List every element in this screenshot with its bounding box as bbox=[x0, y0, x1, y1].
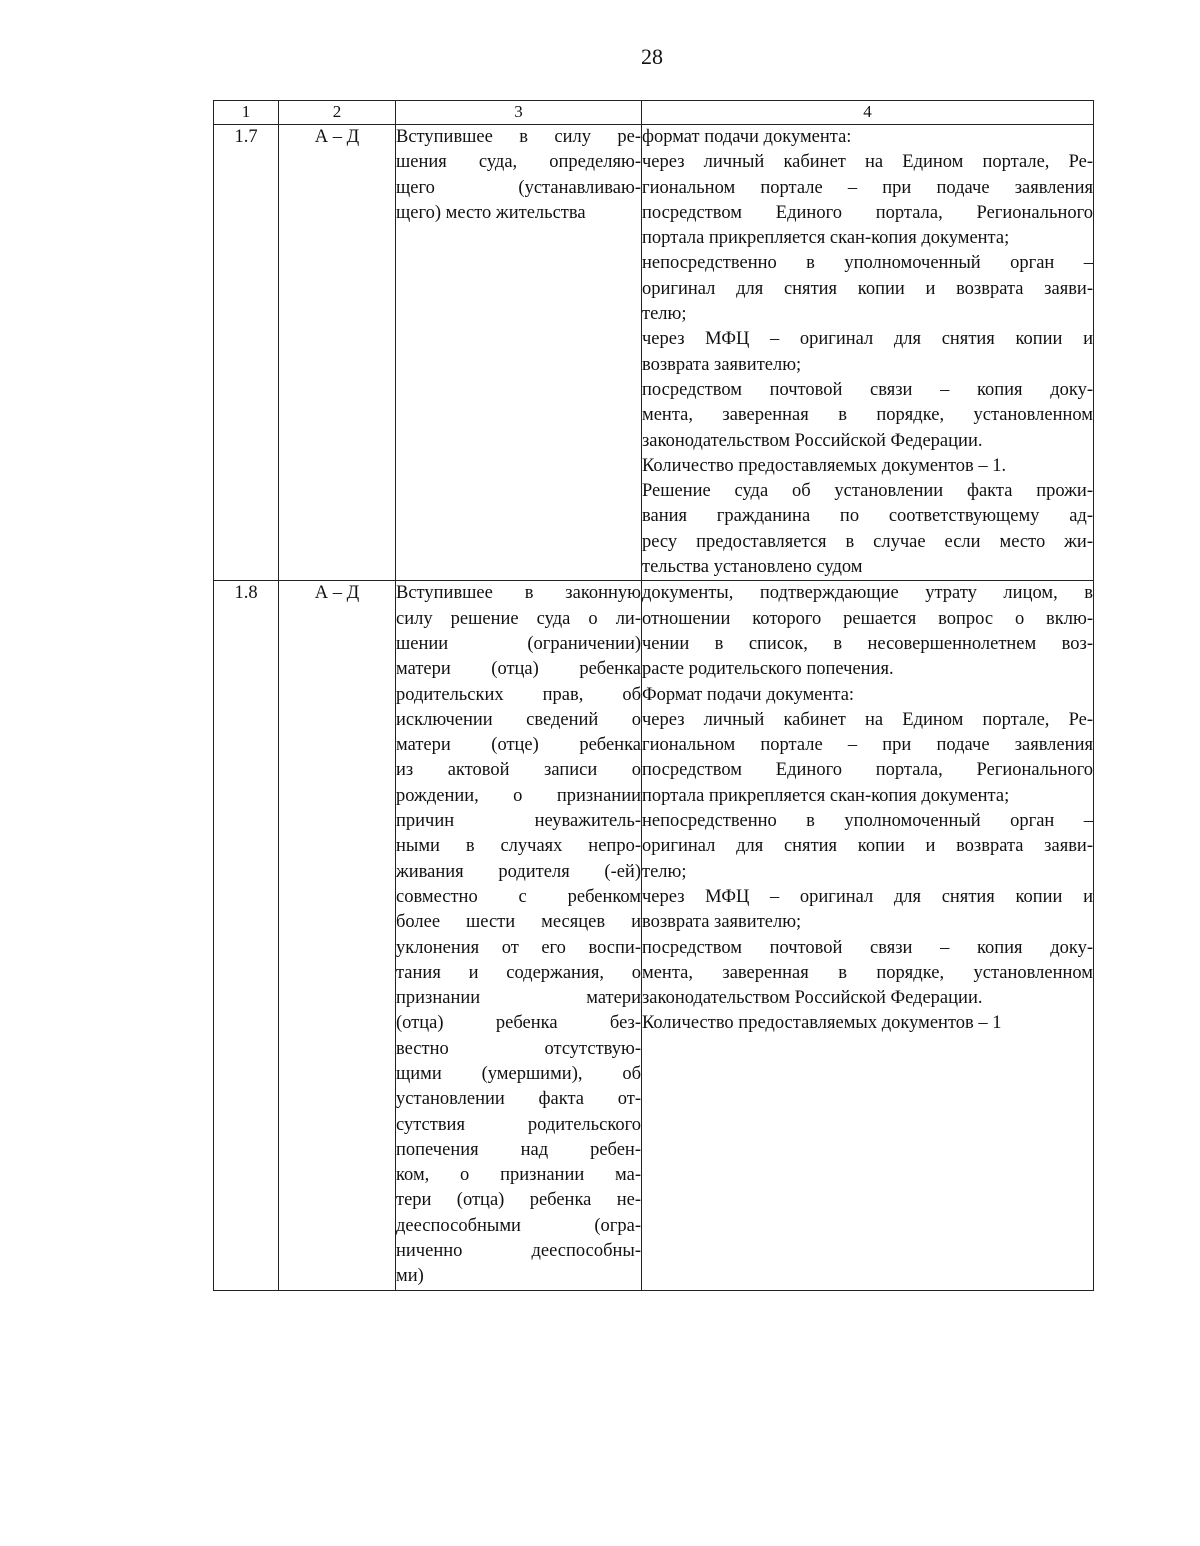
text-line: ными в случаях непро- bbox=[396, 836, 641, 857]
submission-details bbox=[642, 581, 1094, 1290]
text-line: через МФЦ – оригинал для снятия копии и bbox=[642, 329, 1093, 350]
text-line: живания родителя (-ей) bbox=[396, 861, 641, 882]
text-line: матери (отца) ребенка bbox=[396, 659, 641, 680]
text-line: тери (отца) ребенка не- bbox=[396, 1190, 641, 1211]
text-line: щими (умершими), об bbox=[396, 1063, 641, 1084]
text-line: причин неуважитель- bbox=[396, 811, 641, 832]
text-line: непосредственно в уполномоченный орган – bbox=[642, 253, 1093, 274]
text-line: мента, заверенная в порядке, установленном bbox=[642, 405, 1093, 426]
text-line: вания гражданина по соответствующему ад- bbox=[642, 506, 1093, 527]
text-line: попечения над ребен- bbox=[396, 1139, 641, 1160]
text-line: посредством Единого портала, Регионального bbox=[642, 760, 1093, 781]
text-line: гиональном портале – при подаче заявления bbox=[642, 735, 1093, 756]
text-line: уклонения от его воспи- bbox=[396, 937, 641, 958]
table-row bbox=[214, 581, 1094, 1290]
text-line: портала прикрепляется скан-копия документа; bbox=[642, 228, 1010, 249]
text-line: телю; bbox=[642, 304, 687, 325]
text-line: щего (устанавливаю- bbox=[396, 177, 641, 198]
text-line: ком, о признании ма- bbox=[396, 1165, 641, 1186]
text-line: документы, подтверждающие утрату лицом, в bbox=[642, 583, 1093, 604]
text-line: отношении которого решается вопрос о вклю- bbox=[642, 608, 1093, 629]
text-line: шении (ограничении) bbox=[396, 633, 641, 654]
text-line: установлении факта от- bbox=[396, 1089, 641, 1110]
row-number: 1.7 bbox=[214, 125, 279, 581]
text-line: посредством почтовой связи – копия доку- bbox=[642, 379, 1093, 400]
text-line: законодательством Российской Федерации. bbox=[642, 430, 983, 451]
text-line: дееспособными (огра- bbox=[396, 1215, 641, 1236]
text-line: более шести месяцев и bbox=[396, 912, 641, 933]
column-header-4: 4 bbox=[642, 101, 1094, 125]
text-line: исключении сведений о bbox=[396, 709, 641, 730]
text-line: телю; bbox=[642, 861, 687, 882]
text-line: через личный кабинет на Едином портале, Ре- bbox=[642, 152, 1093, 173]
text-line: тания и содержания, о bbox=[396, 962, 641, 983]
text-line: сутствия родительского bbox=[396, 1114, 641, 1135]
text-line: формат подачи документа: bbox=[642, 127, 852, 147]
text-line: чении в список, в несовершеннолетнем воз- bbox=[642, 633, 1093, 654]
text-line: портала прикрепляется скан-копия документа; bbox=[642, 785, 1010, 806]
table-header-row bbox=[214, 101, 1094, 125]
text-line: возврата заявителю; bbox=[642, 912, 802, 933]
row-code: А – Д bbox=[279, 125, 396, 581]
text-line: из актовой записи о bbox=[396, 760, 641, 781]
text-line: через личный кабинет на Едином портале, Ре- bbox=[642, 709, 1093, 730]
text-line: вестно отсутствую- bbox=[396, 1038, 641, 1059]
text-line: матери (отце) ребенка bbox=[396, 735, 641, 756]
text-line: совместно с ребенком bbox=[396, 886, 641, 907]
column-header-1: 1 bbox=[214, 101, 279, 125]
text-line: шения суда, определяю- bbox=[396, 152, 641, 173]
text-line: гиональном портале – при подаче заявления bbox=[642, 177, 1093, 198]
document-table bbox=[213, 100, 1094, 1291]
text-line: Количество предоставляемых документов – 1. bbox=[642, 455, 1007, 476]
text-line: Решение суда об установлении факта прожи- bbox=[642, 481, 1093, 502]
text-line: посредством почтовой связи – копия доку- bbox=[642, 937, 1093, 958]
text-line: ми) bbox=[396, 1266, 424, 1287]
text-line: оригинал для снятия копии и возврата заяви- bbox=[642, 836, 1093, 857]
text-line: Формат подачи документа: bbox=[642, 684, 855, 705]
row-number: 1.8 bbox=[214, 581, 279, 1290]
column-header-2: 2 bbox=[279, 101, 396, 125]
text-line: (отца) ребенка без- bbox=[396, 1013, 641, 1034]
text-line: ресу предоставляется в случае если место жи- bbox=[642, 531, 1093, 552]
text-line: возврата заявителю; bbox=[642, 354, 802, 375]
page-number: 28 bbox=[641, 44, 663, 69]
text-line: Количество предоставляемых документов – 1 bbox=[642, 1013, 1002, 1034]
text-line: Вступившее в законную bbox=[396, 583, 641, 604]
table-row bbox=[214, 125, 1094, 581]
document-description bbox=[396, 581, 642, 1290]
submission-details bbox=[642, 125, 1094, 581]
document-description bbox=[396, 125, 642, 581]
text-line: тельства установлено судом bbox=[642, 557, 863, 578]
column-header-3: 3 bbox=[396, 101, 642, 125]
text-line: силу решение суда о ли- bbox=[396, 608, 641, 629]
text-line: мента, заверенная в порядке, установленном bbox=[642, 962, 1093, 983]
text-line: оригинал для снятия копии и возврата заяви- bbox=[642, 278, 1093, 299]
text-line: Вступившее в силу ре- bbox=[396, 127, 641, 147]
text-line: через МФЦ – оригинал для снятия копии и bbox=[642, 886, 1093, 907]
row-code: А – Д bbox=[279, 581, 396, 1290]
text-line: щего) место жительства bbox=[396, 202, 586, 223]
text-line: родительских прав, об bbox=[396, 684, 641, 705]
text-line: расте родительского попечения. bbox=[642, 659, 894, 680]
text-line: посредством Единого портала, Регионального bbox=[642, 202, 1093, 223]
text-line: законодательством Российской Федерации. bbox=[642, 988, 983, 1009]
text-line: признании матери bbox=[396, 988, 641, 1009]
text-line: рождении, о признании bbox=[396, 785, 641, 806]
text-line: непосредственно в уполномоченный орган – bbox=[642, 811, 1093, 832]
text-line: ниченно дееспособны- bbox=[396, 1241, 641, 1262]
